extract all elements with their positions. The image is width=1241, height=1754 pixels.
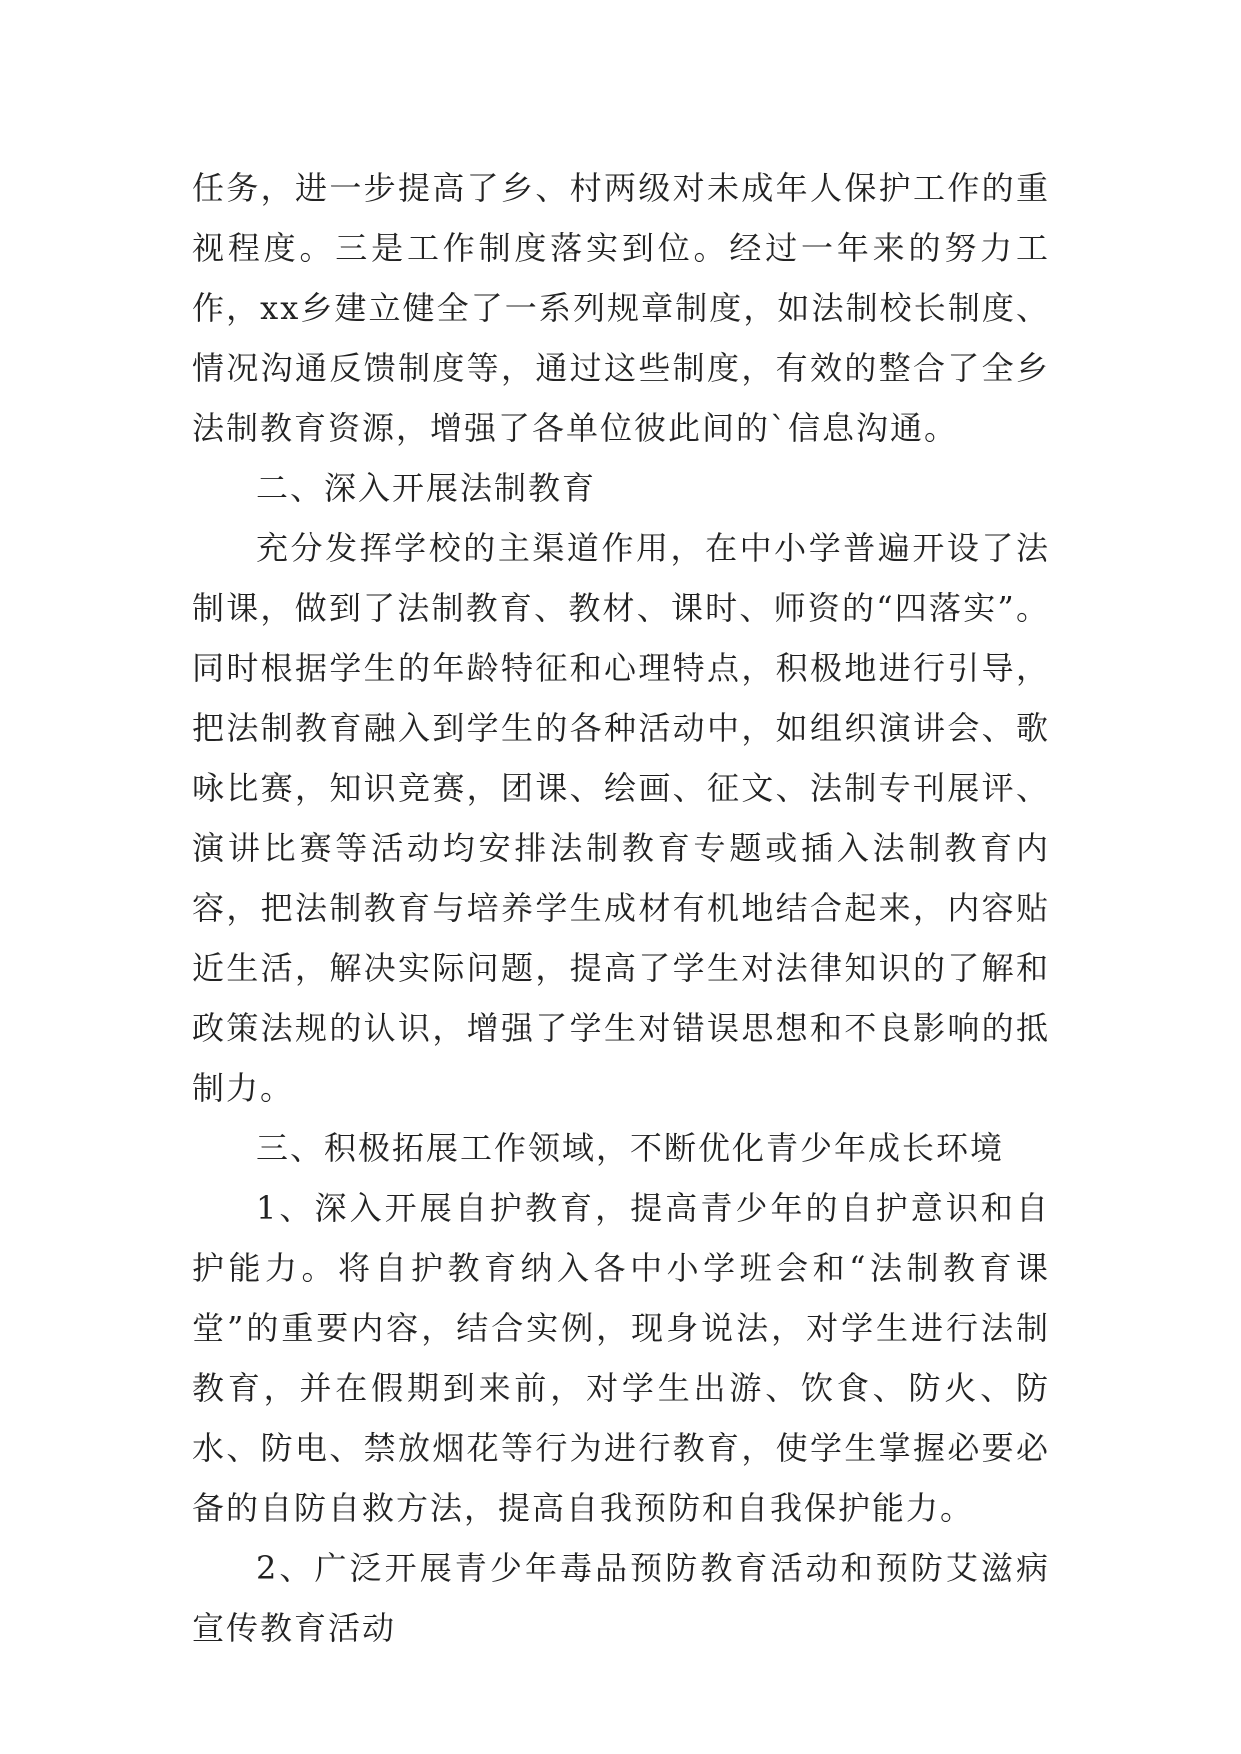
paragraph-drug-prevention: 2、广泛开展青少年毒品预防教育活动和预防艾滋病宣传教育活动	[192, 1549, 1050, 1647]
section-heading-2: 二、深入开展法制教育	[256, 469, 597, 507]
document-body	[192, 158, 1050, 1658]
section-heading-3: 三、积极拓展工作领域，不断优化青少年成长环境	[256, 1129, 1005, 1167]
paragraph-legal-education: 充分发挥学校的主渠道作用，在中小学普遍开设了法制课，做到了法制教育、教材、课时、师资的“四落实”。同时根据学生的年龄特征和心理特点，积极地进行引导，把法制教育融入到学生的各种活动中，如组织演讲会、歌咏比赛，知识竞赛，团课、绘画、征文、法制专刊展评、演讲比赛等活动均安排法制教育专题或插入法制教育内容，把法制教育与培养学生成材有机地结合起来，内容贴近生活，解决实际问题，提高了学生对法律知识的了解和政策法规的认识，增强了学生对错误思想和不良影响的抵制力。	[192, 529, 1050, 1107]
paragraph-continuation: 任务，进一步提高了乡、村两级对未成年人保护工作的重视程度。三是工作制度落实到位。经过一年来的努力工作，xx乡建立健全了一系列规章制度，如法制校长制度、情况沟通反馈制度等，通过这些制度，有效的整合了全乡法制教育资源，增强了各单位彼此间的`信息沟通。	[192, 169, 1050, 447]
paragraph-self-protection: 1、深入开展自护教育，提高青少年的自护意识和自护能力。将自护教育纳入各中小学班会和“法制教育课堂”的重要内容，结合实例，现身说法，对学生进行法制教育，并在假期到来前，对学生出游、饮食、防火、防水、防电、禁放烟花等行为进行教育，使学生掌握必要必备的自防自救方法，提高自我预防和自我保护能力。	[192, 1189, 1050, 1527]
